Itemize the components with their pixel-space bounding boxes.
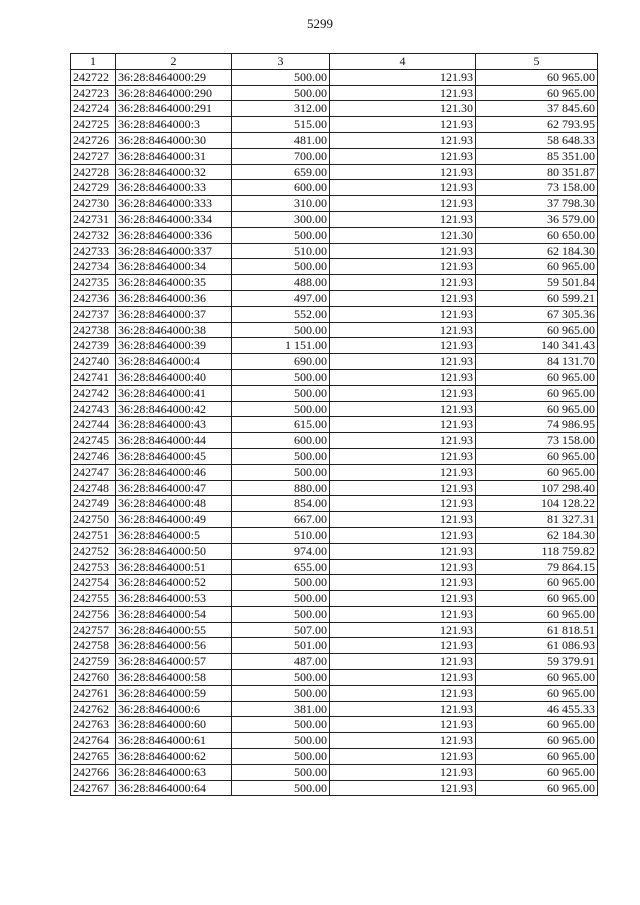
cell-record-id: 242749 <box>71 496 116 512</box>
cell-rate: 121.93 <box>330 464 476 480</box>
table-row <box>71 259 598 275</box>
cell-record-id: 242731 <box>71 211 116 227</box>
cell-rate: 121.93 <box>330 622 476 638</box>
cell-area: 510.00 <box>232 527 330 543</box>
cell-rate: 121.93 <box>330 685 476 701</box>
cell-record-id: 242737 <box>71 306 116 322</box>
cell-area: 500.00 <box>232 670 330 686</box>
cell-record-id: 242744 <box>71 417 116 433</box>
table-row <box>71 417 598 433</box>
cell-area: 500.00 <box>232 591 330 607</box>
table-row <box>71 496 598 512</box>
table-row <box>71 338 598 354</box>
cell-value: 60 965.00 <box>476 69 598 85</box>
cell-value: 60 965.00 <box>476 322 598 338</box>
cell-area: 381.00 <box>232 701 330 717</box>
cell-record-id: 242728 <box>71 164 116 180</box>
cell-record-id: 242738 <box>71 322 116 338</box>
table-row <box>71 749 598 765</box>
table-row <box>71 211 598 227</box>
cell-area: 667.00 <box>232 512 330 528</box>
cell-record-id: 242733 <box>71 243 116 259</box>
table-row <box>71 733 598 749</box>
column-header: 3 <box>232 54 330 70</box>
table-row <box>71 322 598 338</box>
cell-value: 59 379.91 <box>476 654 598 670</box>
cell-record-id: 242723 <box>71 85 116 101</box>
cell-cadastral-number: 36:28:8464000:56 <box>116 638 232 654</box>
cell-value: 60 965.00 <box>476 85 598 101</box>
cell-area: 655.00 <box>232 559 330 575</box>
cell-area: 690.00 <box>232 354 330 370</box>
cell-area: 310.00 <box>232 196 330 212</box>
cell-cadastral-number: 36:28:8464000:54 <box>116 606 232 622</box>
cell-value: 60 965.00 <box>476 780 598 796</box>
table-row <box>71 101 598 117</box>
table-row <box>71 654 598 670</box>
cell-cadastral-number: 36:28:8464000:33 <box>116 180 232 196</box>
cell-record-id: 242761 <box>71 685 116 701</box>
cell-cadastral-number: 36:28:8464000:291 <box>116 101 232 117</box>
cell-rate: 121.93 <box>330 401 476 417</box>
cell-value: 60 965.00 <box>476 448 598 464</box>
cell-value: 74 986.95 <box>476 417 598 433</box>
cell-record-id: 242759 <box>71 654 116 670</box>
cell-cadastral-number: 36:28:8464000:53 <box>116 591 232 607</box>
cell-area: 600.00 <box>232 180 330 196</box>
cell-record-id: 242758 <box>71 638 116 654</box>
cell-record-id: 242753 <box>71 559 116 575</box>
table-row <box>71 606 598 622</box>
cell-rate: 121.93 <box>330 480 476 496</box>
cell-cadastral-number: 36:28:8464000:46 <box>116 464 232 480</box>
cell-area: 974.00 <box>232 543 330 559</box>
cell-cadastral-number: 36:28:8464000:40 <box>116 369 232 385</box>
cell-rate: 121.93 <box>330 575 476 591</box>
cell-area: 500.00 <box>232 448 330 464</box>
cell-value: 60 965.00 <box>476 606 598 622</box>
cell-area: 552.00 <box>232 306 330 322</box>
cell-rate: 121.93 <box>330 69 476 85</box>
cell-area: 515.00 <box>232 117 330 133</box>
cell-record-id: 242732 <box>71 227 116 243</box>
table-row <box>71 512 598 528</box>
cell-rate: 121.93 <box>330 733 476 749</box>
table-row <box>71 464 598 480</box>
cell-rate: 121.93 <box>330 591 476 607</box>
cell-rate: 121.93 <box>330 85 476 101</box>
cell-area: 500.00 <box>232 322 330 338</box>
cell-value: 60 965.00 <box>476 670 598 686</box>
cell-value: 36 579.00 <box>476 211 598 227</box>
cell-record-id: 242767 <box>71 780 116 796</box>
cell-rate: 121.93 <box>330 148 476 164</box>
cell-record-id: 242742 <box>71 385 116 401</box>
cell-rate: 121.93 <box>330 433 476 449</box>
cell-cadastral-number: 36:28:8464000:58 <box>116 670 232 686</box>
cell-cadastral-number: 36:28:8464000:47 <box>116 480 232 496</box>
cell-cadastral-number: 36:28:8464000:34 <box>116 259 232 275</box>
cell-value: 60 965.00 <box>476 591 598 607</box>
table-row <box>71 638 598 654</box>
cell-area: 500.00 <box>232 385 330 401</box>
cell-rate: 121.93 <box>330 717 476 733</box>
cell-value: 107 298.40 <box>476 480 598 496</box>
cell-area: 488.00 <box>232 275 330 291</box>
cell-value: 62 793.95 <box>476 117 598 133</box>
cell-area: 615.00 <box>232 417 330 433</box>
table-row <box>71 290 598 306</box>
cell-area: 500.00 <box>232 227 330 243</box>
cell-cadastral-number: 36:28:8464000:333 <box>116 196 232 212</box>
cell-record-id: 242741 <box>71 369 116 385</box>
table-row <box>71 780 598 796</box>
table-row <box>71 480 598 496</box>
cell-value: 60 965.00 <box>476 401 598 417</box>
table-row <box>71 275 598 291</box>
cell-cadastral-number: 36:28:8464000:6 <box>116 701 232 717</box>
table-row <box>71 401 598 417</box>
cell-value: 81 327.31 <box>476 512 598 528</box>
column-header: 1 <box>71 54 116 70</box>
cell-record-id: 242739 <box>71 338 116 354</box>
cell-cadastral-number: 36:28:8464000:61 <box>116 733 232 749</box>
cell-record-id: 242764 <box>71 733 116 749</box>
cell-cadastral-number: 36:28:8464000:37 <box>116 306 232 322</box>
table-row <box>71 559 598 575</box>
cell-rate: 121.93 <box>330 606 476 622</box>
cell-rate: 121.93 <box>330 211 476 227</box>
cell-cadastral-number: 36:28:8464000:32 <box>116 164 232 180</box>
table-header-row <box>71 54 598 70</box>
cell-area: 500.00 <box>232 401 330 417</box>
cell-area: 854.00 <box>232 496 330 512</box>
cell-area: 497.00 <box>232 290 330 306</box>
cell-value: 60 965.00 <box>476 749 598 765</box>
cell-cadastral-number: 36:28:8464000:35 <box>116 275 232 291</box>
cell-area: 500.00 <box>232 733 330 749</box>
cell-value: 60 965.00 <box>476 385 598 401</box>
table-row <box>71 685 598 701</box>
cell-value: 60 965.00 <box>476 369 598 385</box>
cell-record-id: 242747 <box>71 464 116 480</box>
cell-record-id: 242763 <box>71 717 116 733</box>
table-row <box>71 85 598 101</box>
page-number: 5299 <box>307 16 333 31</box>
cell-rate: 121.93 <box>330 417 476 433</box>
cell-cadastral-number: 36:28:8464000:29 <box>116 69 232 85</box>
cell-record-id: 242726 <box>71 132 116 148</box>
table-row <box>71 717 598 733</box>
cell-cadastral-number: 36:28:8464000:50 <box>116 543 232 559</box>
cell-cadastral-number: 36:28:8464000:63 <box>116 764 232 780</box>
cell-rate: 121.93 <box>330 164 476 180</box>
table-row <box>71 591 598 607</box>
cell-value: 79 864.15 <box>476 559 598 575</box>
cell-value: 80 351.87 <box>476 164 598 180</box>
table-row <box>71 527 598 543</box>
cell-record-id: 242730 <box>71 196 116 212</box>
cell-record-id: 242734 <box>71 259 116 275</box>
table-row <box>71 117 598 133</box>
cell-cadastral-number: 36:28:8464000:290 <box>116 85 232 101</box>
cell-record-id: 242754 <box>71 575 116 591</box>
table-row <box>71 243 598 259</box>
cell-record-id: 242743 <box>71 401 116 417</box>
cell-rate: 121.93 <box>330 654 476 670</box>
cell-value: 46 455.33 <box>476 701 598 717</box>
cell-area: 487.00 <box>232 654 330 670</box>
cell-cadastral-number: 36:28:8464000:334 <box>116 211 232 227</box>
cell-cadastral-number: 36:28:8464000:49 <box>116 512 232 528</box>
cell-value: 62 184.30 <box>476 243 598 259</box>
cell-rate: 121.93 <box>330 670 476 686</box>
cell-area: 300.00 <box>232 211 330 227</box>
table-row <box>71 369 598 385</box>
cell-record-id: 242750 <box>71 512 116 528</box>
cell-rate: 121.30 <box>330 101 476 117</box>
cell-rate: 121.93 <box>330 764 476 780</box>
cell-record-id: 242745 <box>71 433 116 449</box>
cell-value: 37 798.30 <box>476 196 598 212</box>
cell-value: 60 965.00 <box>476 464 598 480</box>
cell-area: 500.00 <box>232 780 330 796</box>
cell-record-id: 242760 <box>71 670 116 686</box>
cell-rate: 121.93 <box>330 354 476 370</box>
cell-value: 59 501.84 <box>476 275 598 291</box>
cell-area: 1 151.00 <box>232 338 330 354</box>
cell-rate: 121.93 <box>330 496 476 512</box>
cell-cadastral-number: 36:28:8464000:62 <box>116 749 232 765</box>
cell-rate: 121.93 <box>330 180 476 196</box>
cell-cadastral-number: 36:28:8464000:31 <box>116 148 232 164</box>
cell-value: 60 965.00 <box>476 685 598 701</box>
cell-value: 118 759.82 <box>476 543 598 559</box>
cell-cadastral-number: 36:28:8464000:48 <box>116 496 232 512</box>
cell-record-id: 242722 <box>71 69 116 85</box>
cell-area: 500.00 <box>232 369 330 385</box>
cell-area: 500.00 <box>232 764 330 780</box>
cell-record-id: 242752 <box>71 543 116 559</box>
table-row <box>71 622 598 638</box>
cell-value: 60 599.21 <box>476 290 598 306</box>
cell-rate: 121.93 <box>330 527 476 543</box>
cell-record-id: 242746 <box>71 448 116 464</box>
cell-area: 500.00 <box>232 85 330 101</box>
table-row <box>71 543 598 559</box>
cell-area: 500.00 <box>232 464 330 480</box>
cell-record-id: 242725 <box>71 117 116 133</box>
cell-cadastral-number: 36:28:8464000:39 <box>116 338 232 354</box>
table-row <box>71 764 598 780</box>
cell-value: 60 965.00 <box>476 575 598 591</box>
cell-area: 659.00 <box>232 164 330 180</box>
cell-rate: 121.93 <box>330 259 476 275</box>
cell-area: 312.00 <box>232 101 330 117</box>
table-row <box>71 132 598 148</box>
table-row <box>71 385 598 401</box>
cell-area: 880.00 <box>232 480 330 496</box>
table-row <box>71 196 598 212</box>
cell-value: 84 131.70 <box>476 354 598 370</box>
cell-rate: 121.93 <box>330 243 476 259</box>
cell-rate: 121.93 <box>330 385 476 401</box>
table-row <box>71 148 598 164</box>
cell-cadastral-number: 36:28:8464000:44 <box>116 433 232 449</box>
table-row <box>71 69 598 85</box>
cell-area: 481.00 <box>232 132 330 148</box>
cell-area: 500.00 <box>232 717 330 733</box>
cell-value: 60 965.00 <box>476 733 598 749</box>
table-row <box>71 448 598 464</box>
cell-rate: 121.93 <box>330 448 476 464</box>
cell-value: 61 818.51 <box>476 622 598 638</box>
cell-value: 60 965.00 <box>476 764 598 780</box>
cell-rate: 121.93 <box>330 117 476 133</box>
cell-cadastral-number: 36:28:8464000:30 <box>116 132 232 148</box>
cell-record-id: 242748 <box>71 480 116 496</box>
cell-record-id: 242729 <box>71 180 116 196</box>
cell-value: 61 086.93 <box>476 638 598 654</box>
cell-rate: 121.93 <box>330 196 476 212</box>
table-row <box>71 354 598 370</box>
cell-area: 510.00 <box>232 243 330 259</box>
cell-area: 600.00 <box>232 433 330 449</box>
column-header: 2 <box>116 54 232 70</box>
column-header: 4 <box>330 54 476 70</box>
cell-rate: 121.93 <box>330 132 476 148</box>
cell-cadastral-number: 36:28:8464000:36 <box>116 290 232 306</box>
cell-rate: 121.93 <box>330 369 476 385</box>
cell-rate: 121.30 <box>330 227 476 243</box>
table-row <box>71 306 598 322</box>
table-body <box>71 69 598 796</box>
table-row <box>71 164 598 180</box>
cell-record-id: 242766 <box>71 764 116 780</box>
cell-cadastral-number: 36:28:8464000:64 <box>116 780 232 796</box>
table-row <box>71 227 598 243</box>
cell-area: 500.00 <box>232 69 330 85</box>
cell-cadastral-number: 36:28:8464000:337 <box>116 243 232 259</box>
cell-value: 67 305.36 <box>476 306 598 322</box>
cell-area: 500.00 <box>232 685 330 701</box>
cell-record-id: 242736 <box>71 290 116 306</box>
cell-rate: 121.93 <box>330 290 476 306</box>
cell-cadastral-number: 36:28:8464000:4 <box>116 354 232 370</box>
cell-cadastral-number: 36:28:8464000:43 <box>116 417 232 433</box>
cell-area: 507.00 <box>232 622 330 638</box>
cell-area: 500.00 <box>232 259 330 275</box>
cell-cadastral-number: 36:28:8464000:59 <box>116 685 232 701</box>
cell-rate: 121.93 <box>330 306 476 322</box>
cell-record-id: 242762 <box>71 701 116 717</box>
cell-cadastral-number: 36:28:8464000:5 <box>116 527 232 543</box>
cell-cadastral-number: 36:28:8464000:55 <box>116 622 232 638</box>
cell-value: 58 648.33 <box>476 132 598 148</box>
cell-value: 73 158.00 <box>476 180 598 196</box>
cell-area: 501.00 <box>232 638 330 654</box>
cell-record-id: 242735 <box>71 275 116 291</box>
cell-cadastral-number: 36:28:8464000:51 <box>116 559 232 575</box>
cell-cadastral-number: 36:28:8464000:3 <box>116 117 232 133</box>
cell-rate: 121.93 <box>330 638 476 654</box>
cell-record-id: 242740 <box>71 354 116 370</box>
cell-record-id: 242765 <box>71 749 116 765</box>
cell-rate: 121.93 <box>330 338 476 354</box>
cell-value: 104 128.22 <box>476 496 598 512</box>
cell-record-id: 242756 <box>71 606 116 622</box>
cell-rate: 121.93 <box>330 543 476 559</box>
cell-rate: 121.93 <box>330 749 476 765</box>
cell-cadastral-number: 36:28:8464000:41 <box>116 385 232 401</box>
cell-area: 500.00 <box>232 749 330 765</box>
cell-value: 60 650.00 <box>476 227 598 243</box>
cell-rate: 121.93 <box>330 512 476 528</box>
table-row <box>71 433 598 449</box>
cell-rate: 121.93 <box>330 322 476 338</box>
table-row <box>71 575 598 591</box>
cell-value: 37 845.60 <box>476 101 598 117</box>
cell-value: 140 341.43 <box>476 338 598 354</box>
table-row <box>71 670 598 686</box>
cell-rate: 121.93 <box>330 275 476 291</box>
table-row <box>71 180 598 196</box>
cell-area: 700.00 <box>232 148 330 164</box>
cell-rate: 121.93 <box>330 780 476 796</box>
cell-cadastral-number: 36:28:8464000:60 <box>116 717 232 733</box>
cell-cadastral-number: 36:28:8464000:45 <box>116 448 232 464</box>
cell-record-id: 242727 <box>71 148 116 164</box>
cell-cadastral-number: 36:28:8464000:336 <box>116 227 232 243</box>
cell-area: 500.00 <box>232 575 330 591</box>
cell-record-id: 242757 <box>71 622 116 638</box>
cell-record-id: 242751 <box>71 527 116 543</box>
cell-cadastral-number: 36:28:8464000:38 <box>116 322 232 338</box>
cell-value: 60 965.00 <box>476 717 598 733</box>
cell-record-id: 242724 <box>71 101 116 117</box>
cell-record-id: 242755 <box>71 591 116 607</box>
data-table <box>70 53 598 796</box>
cell-value: 60 965.00 <box>476 259 598 275</box>
cell-rate: 121.93 <box>330 559 476 575</box>
cell-cadastral-number: 36:28:8464000:42 <box>116 401 232 417</box>
cell-value: 73 158.00 <box>476 433 598 449</box>
cell-area: 500.00 <box>232 606 330 622</box>
cell-value: 62 184.30 <box>476 527 598 543</box>
table-row <box>71 701 598 717</box>
column-header: 5 <box>476 54 598 70</box>
cell-value: 85 351.00 <box>476 148 598 164</box>
cell-cadastral-number: 36:28:8464000:52 <box>116 575 232 591</box>
cell-rate: 121.93 <box>330 701 476 717</box>
cell-cadastral-number: 36:28:8464000:57 <box>116 654 232 670</box>
